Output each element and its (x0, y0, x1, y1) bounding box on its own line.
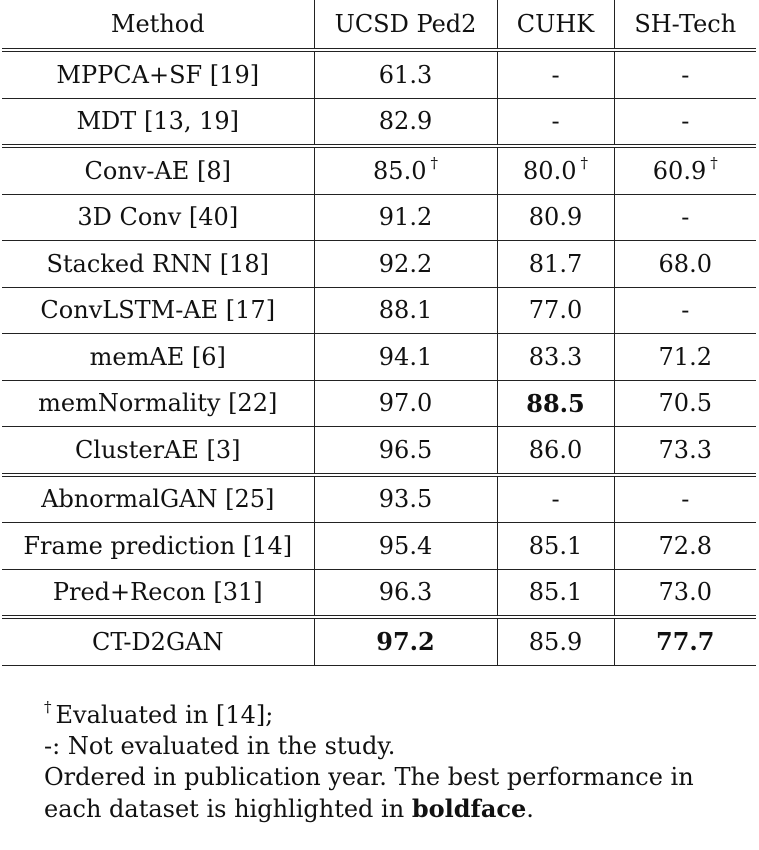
table-row (2, 98, 756, 146)
note-dagger-text: Evaluated in [14]; (55, 701, 274, 729)
note-order-line2 (44, 793, 744, 825)
cell-value: 60.9 (652, 157, 707, 186)
cell-cuhk (497, 146, 614, 194)
cell-sh-tech (614, 380, 756, 427)
cell-ucsd-ped2 (314, 146, 497, 194)
cell-value: 96.5 (378, 435, 433, 464)
cell-value: 93.5 (378, 485, 433, 514)
cell-value: 77.7 (656, 627, 715, 657)
table-row (2, 569, 756, 617)
cell-value: 77.0 (528, 296, 583, 325)
cell-value: 85.1 (528, 578, 583, 607)
cell-method: MPPCA+SF [19] (2, 50, 314, 98)
table-row (2, 194, 756, 241)
cell-value: 82.9 (378, 107, 433, 136)
cell-value: 80.9 (528, 203, 583, 232)
cell-cuhk (497, 617, 614, 665)
cell-method: MDT [13, 19] (2, 98, 314, 146)
cell-value: 91.2 (378, 203, 433, 232)
header-method: Method (2, 0, 314, 50)
results-table (2, 0, 756, 666)
cell-ucsd-ped2 (314, 475, 497, 523)
cell-value: 73.0 (658, 578, 712, 607)
header-row (2, 0, 756, 50)
cell-value: - (551, 60, 560, 89)
cell-value: 86.0 (528, 435, 583, 464)
dagger-symbol: † (44, 698, 52, 716)
table-row (2, 241, 756, 288)
note-dagger (44, 694, 744, 731)
cell-sh-tech (614, 569, 756, 617)
cell-cuhk (497, 287, 614, 334)
cell-value: 72.8 (658, 531, 712, 560)
cell-value: 92.2 (378, 249, 433, 278)
cell-method: Stacked RNN [18] (2, 241, 314, 288)
cell-cuhk (497, 380, 614, 427)
cell-value: 73.3 (658, 435, 712, 464)
cell-ucsd-ped2 (314, 241, 497, 288)
cell-ucsd-ped2 (314, 194, 497, 241)
table-row (2, 146, 756, 194)
cell-sh-tech (614, 617, 756, 665)
note-order-line1: Ordered in publication year. The best performance in (44, 763, 694, 791)
cell-value: 81.7 (528, 249, 583, 278)
cell-value: 95.4 (378, 531, 433, 560)
cell-cuhk (497, 475, 614, 523)
cell-value: 80.0 (523, 157, 577, 186)
header-ucsd-ped2: UCSD Ped2 (314, 0, 497, 50)
cell-value: 85.0 (373, 157, 427, 186)
cell-cuhk (497, 50, 614, 98)
cell-ucsd-ped2 (314, 287, 497, 334)
cell-sh-tech (614, 475, 756, 523)
cell-method: CT-D2GAN (2, 617, 314, 665)
cell-value: 85.9 (528, 627, 583, 656)
cell-ucsd-ped2 (314, 380, 497, 427)
cell-ucsd-ped2 (314, 523, 497, 570)
cell-cuhk (497, 569, 614, 617)
cell-sh-tech (614, 194, 756, 241)
cell-cuhk (497, 427, 614, 475)
table-row (2, 287, 756, 334)
cell-ucsd-ped2 (314, 334, 497, 381)
dagger-mark: † (430, 154, 438, 173)
cell-value: 94.1 (378, 342, 433, 371)
cell-value: - (681, 296, 690, 325)
cell-method: Conv-AE [8] (2, 146, 314, 194)
cell-value: - (681, 107, 690, 136)
cell-sh-tech (614, 50, 756, 98)
table-row (2, 523, 756, 570)
table-row (2, 475, 756, 523)
header-sh-tech: SH-Tech (614, 0, 756, 50)
cell-value: - (551, 107, 560, 136)
cell-sh-tech (614, 427, 756, 475)
cell-sh-tech (614, 98, 756, 146)
cell-ucsd-ped2 (314, 50, 497, 98)
cell-sh-tech (614, 287, 756, 334)
cell-method: ConvLSTM-AE [17] (2, 287, 314, 334)
table-row (2, 380, 756, 427)
cell-value: 70.5 (658, 389, 712, 418)
table-notes (44, 694, 744, 825)
cell-value: - (551, 485, 560, 514)
table-row (2, 334, 756, 381)
cell-value: - (681, 485, 690, 514)
cell-cuhk (497, 98, 614, 146)
cell-value: 96.3 (378, 578, 433, 607)
cell-cuhk (497, 334, 614, 381)
cell-sh-tech (614, 146, 756, 194)
table-row (2, 427, 756, 475)
cell-method: ClusterAE [3] (2, 427, 314, 475)
cell-sh-tech (614, 334, 756, 381)
cell-method: Frame prediction [14] (2, 523, 314, 570)
cell-cuhk (497, 523, 614, 570)
cell-method: AbnormalGAN [25] (2, 475, 314, 523)
cell-sh-tech (614, 241, 756, 288)
cell-method: Pred+Recon [31] (2, 569, 314, 617)
note-dash: -: Not evaluated in the study. (44, 732, 396, 760)
table-row (2, 617, 756, 665)
cell-cuhk (497, 241, 614, 288)
cell-value: 85.1 (528, 531, 583, 560)
cell-ucsd-ped2 (314, 617, 497, 665)
cell-value: 97.0 (378, 389, 433, 418)
cell-ucsd-ped2 (314, 569, 497, 617)
table-body (2, 50, 756, 665)
table-row (2, 50, 756, 98)
note-order-bold: boldface (411, 794, 527, 823)
header-cuhk: CUHK (497, 0, 614, 50)
cell-value: 61.3 (378, 60, 433, 89)
dagger-mark: † (580, 154, 588, 173)
note-order-suffix: . (526, 795, 534, 823)
cell-method: 3D Conv [40] (2, 194, 314, 241)
cell-value: 71.2 (658, 342, 712, 371)
note-order-prefix: each dataset is highlighted in (44, 795, 412, 823)
cell-value: 97.2 (376, 627, 435, 657)
cell-cuhk (497, 194, 614, 241)
cell-value: - (681, 203, 690, 232)
cell-value: 68.0 (658, 249, 712, 278)
cell-method: memAE [6] (2, 334, 314, 381)
cell-sh-tech (614, 523, 756, 570)
cell-value: 88.5 (526, 388, 585, 418)
cell-ucsd-ped2 (314, 98, 497, 146)
cell-ucsd-ped2 (314, 427, 497, 475)
cell-value: 88.1 (378, 296, 433, 325)
cell-method: memNormality [22] (2, 380, 314, 427)
dagger-mark: † (710, 154, 718, 173)
cell-value: - (681, 60, 690, 89)
cell-value: 83.3 (528, 342, 583, 371)
